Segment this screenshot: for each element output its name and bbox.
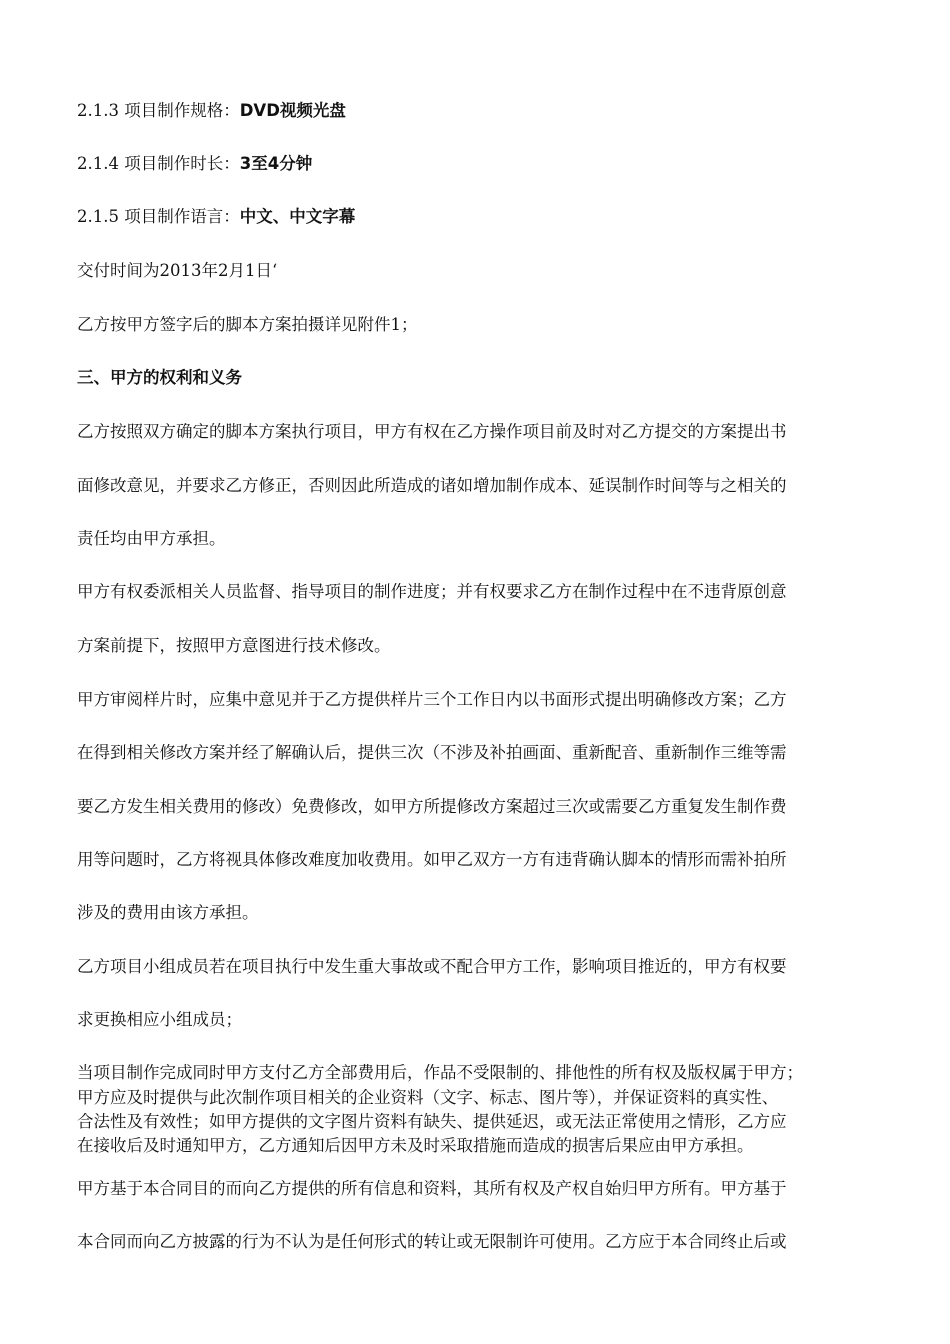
spec-format-line — [77, 101, 346, 121]
paragraph-line: 在得到相关修改方案并经了解确认后，提供三次（不涉及补拍画面、重新配音、重新制作三维等需 — [77, 743, 787, 762]
paragraph-line: 在接收后及时通知甲方，乙方通知后因甲方未及时采取措施而造成的损害后果应由甲方承担。 — [77, 1136, 754, 1155]
paragraph-line: 本合同而向乙方披露的行为不认为是任何形式的转让或无限制许可使用。乙方应于本合同终止后或 — [77, 1232, 787, 1251]
paragraph-line: 甲方审阅样片时，应集中意见并于乙方提供样片三个工作日内以书面形式提出明确修改方案；乙方 — [77, 690, 787, 709]
paragraph-line: 乙方按照双方确定的脚本方案执行项目，甲方有权在乙方操作项目前及时对乙方提交的方案提出书 — [77, 422, 787, 441]
section-heading: 三、甲方的权利和义务 — [77, 368, 242, 387]
paragraph-line: 面修改意见，并要求乙方修正，否则因此所造成的诸如增加制作成本、延误制作时间等与之相关的 — [77, 476, 787, 495]
spec-language-line — [77, 207, 355, 227]
spec-format-label: 2.1.3 项目制作规格： — [77, 101, 240, 120]
spec-duration-label: 2.1.4 项目制作时长： — [77, 154, 240, 173]
paragraph-line: 乙方项目小组成员若在项目执行中发生重大事故或不配合甲方工作，影响项目推近的，甲方有权要 — [77, 957, 787, 976]
paragraph-line: 甲方基于本合同目的而向乙方提供的所有信息和资料，其所有权及产权自始归甲方所有。甲方基于 — [77, 1179, 787, 1198]
paragraph-line: 当项目制作完成同时甲方支付乙方全部费用后，作品不受限制的、排他性的所有权及版权属于甲方； — [77, 1063, 803, 1082]
paragraph-line: 要乙方发生相关费用的修改）免费修改，如甲方所提修改方案超过三次或需要乙方重复发生制作费 — [77, 797, 787, 816]
spec-duration-value: 3至4分钟 — [239, 154, 313, 173]
spec-format-value: DVD视频光盘 — [239, 101, 346, 120]
delivery-time: 交付时间为2013年2月1日‘ — [77, 261, 278, 280]
paragraph-line: 责任均由甲方承担。 — [77, 529, 226, 548]
paragraph-line: 合法性及有效性；如甲方提供的文字图片资料有缺失、提供延迟，或无法正常使用之情形，乙方应 — [77, 1112, 787, 1131]
spec-duration-line — [77, 154, 312, 174]
spec-language-label: 2.1.5 项目制作语言： — [77, 207, 240, 226]
script-note: 乙方按甲方签字后的脚本方案拍摄详见附件1； — [77, 315, 418, 334]
spec-language-value: 中文、中文字幕 — [239, 207, 356, 226]
paragraph-line: 涉及的费用由该方承担。 — [77, 903, 259, 922]
paragraph-line: 求更换相应小组成员； — [77, 1010, 242, 1029]
paragraph-line: 甲方有权委派相关人员监督、指导项目的制作进度；并有权要求乙方在制作过程中在不违背原创意 — [77, 582, 787, 601]
paragraph-line: 甲方应及时提供与此次制作项目相关的企业资料（文字、标志、图片等），并保证资料的真实性、 — [77, 1088, 779, 1107]
paragraph-line: 方案前提下，按照甲方意图进行技术修改。 — [77, 636, 391, 655]
paragraph-line: 用等问题时，乙方将视具体修改难度加收费用。如甲乙双方一方有违背确认脚本的情形而需补拍所 — [77, 850, 787, 869]
